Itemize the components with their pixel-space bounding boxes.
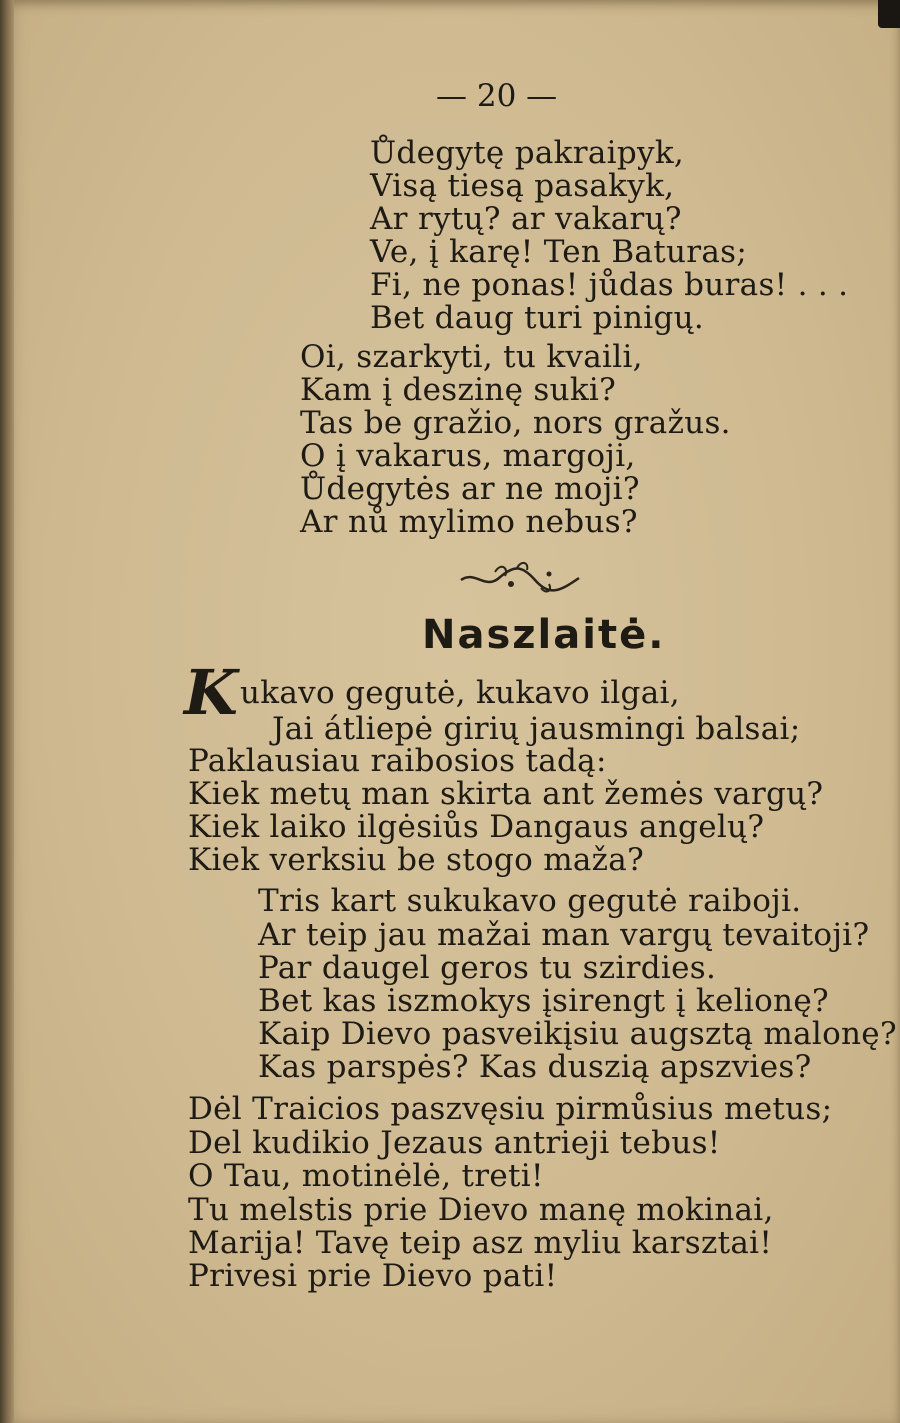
drop-cap: K — [184, 656, 238, 729]
verse-line: Marija! Tavę teip asz myliu karsztai! — [188, 1225, 773, 1261]
verse-line: Kiek verksiu be stogo maža? — [188, 842, 645, 878]
verse-line: Ar teip jau mažai man vargų tevaitoji? — [258, 917, 870, 953]
verse-line: Privesi prie Dievo pati! — [188, 1258, 558, 1294]
verse-line: Bet daug turi pinigų. — [370, 300, 705, 336]
verse-line: Ve, į karę! Ten Baturas; — [370, 234, 748, 270]
verse-line: Ar nů mylimo nebus? — [300, 504, 638, 540]
verse-line: Dėl Traicios paszvęsiu pirmůsius metus; — [188, 1091, 833, 1127]
verse-line: Kiek metų man skirta ant žemės vargų? — [188, 776, 824, 812]
verse-line: Jai átliepė girių jausmingi balsai; — [272, 711, 801, 747]
verse-line: Kam į deszinę suki? — [300, 372, 617, 408]
verse-line: Tas be gražio, nors gražus. — [300, 405, 731, 441]
verse-line: Kiek laiko ilgėsiůs Dangaus angelų? — [188, 809, 765, 845]
verse-line: Paklausiau raibosios tadą: — [188, 743, 607, 779]
page-corner-shadow — [878, 0, 900, 28]
verse-line: Oi, szarkyti, tu kvaili, — [300, 339, 643, 375]
verse-line: Tu melstis prie Dievo manę mokinai, — [188, 1192, 774, 1228]
verse-line: Ůdegytės ar ne moji? — [300, 471, 640, 507]
verse-line: Tris kart sukukavo gegutė raiboji. — [258, 883, 802, 919]
verse-line: ukavo gegutė, kukavo ilgai, — [240, 675, 680, 711]
page-number: — 20 — — [436, 78, 558, 114]
verse-line: Del kudikio Jezaus antrieji tebus! — [188, 1125, 721, 1161]
verse-line: Fi, ne ponas! jůdas buras! . . . — [370, 267, 849, 303]
decorative-ornament — [455, 558, 585, 602]
verse-line: Visą tiesą pasakyk, — [370, 168, 675, 204]
verse-line: Kaip Dievo pasveikįsiu augsztą malonę? — [258, 1016, 897, 1052]
verse-line: Bet kas iszmokys įsirengt į kelionę? — [258, 983, 829, 1019]
verse-line: Ar rytų? ar vakarų? — [370, 201, 682, 237]
book-spine — [0, 0, 14, 1423]
verse-line: Kas parspės? Kas duszią apszvies? — [258, 1049, 812, 1085]
poem-title: Naszlaitė. — [422, 612, 666, 658]
verse-line: Par daugel geros tu szirdies. — [258, 950, 717, 986]
verse-line: Ůdegytę pakraipyk, — [370, 135, 685, 171]
verse-line: O Tau, motinėlė, treti! — [188, 1158, 544, 1194]
verse-line: O į vakarus, margoji, — [300, 438, 636, 474]
